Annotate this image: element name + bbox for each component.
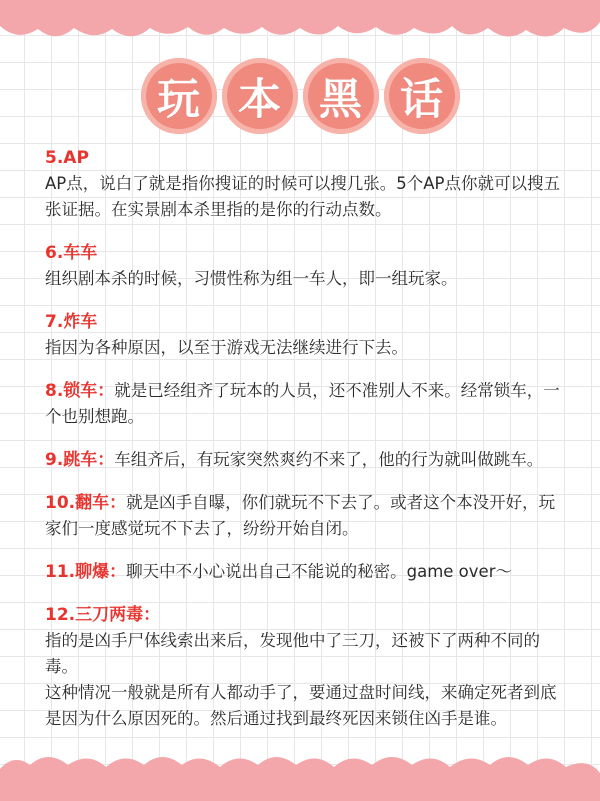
item-title: 8.锁车： [45,381,115,401]
item-body: 就是凶手自曝，你们就玩不下去了。或者这个本没开好，玩家们一度感觉玩不下去了，纷纷开始自闭。 [45,493,556,538]
item-title: 9.跳车： [45,450,115,470]
item-title: 10.翻车： [45,493,127,513]
item-body: 指的是凶手尸体线索出来后，发现他中了三刀，还被下了两种不同的毒。 [45,631,540,676]
list-item [45,490,560,542]
page-title [0,58,600,134]
list-item [45,240,560,292]
title-char: 话 [384,58,460,134]
bottom-scallop-border [0,749,600,801]
item-title: 6.车车 [45,243,98,263]
item-title: 5.AP [45,148,89,168]
slang-list [45,145,560,749]
item-body: 组织剧本杀的时候，习惯性称为组一车人，即一组玩家。 [45,269,458,288]
top-scallop-border [0,0,600,44]
list-item [45,378,560,430]
title-char: 本 [222,58,298,134]
item-title: 11.聊爆： [45,562,127,582]
item-title: 7.炸车 [45,312,98,332]
list-item [45,145,560,223]
item-body: 指因为各种原因，以至于游戏无法继续进行下去。 [45,338,408,357]
item-body: AP点，说白了就是指你搜证的时候可以搜几张。5个AP点你就可以搜五张证据。在实景剧本杀里指的是你的行动点数。 [45,174,560,219]
item-body: 聊天中不小心说出自己不能说的秘密。game over～ [126,562,512,581]
item-body-continued: 这种情况一般就是所有人都动手了，要通过盘时间线，来确定死者到底是因为什么原因死的。然后通过找到最终死因来锁住凶手是谁。 [45,683,557,728]
list-item [45,309,560,361]
list-item [45,602,560,732]
item-body: 车组齐后，有玩家突然爽约不来了，他的行为就叫做跳车。 [114,450,544,469]
item-body: 就是已经组齐了玩本的人员，还不准别人不来。经常锁车，一个也别想跑。 [45,381,560,426]
title-char: 玩 [141,58,217,134]
list-item [45,447,560,473]
title-char: 黑 [303,58,379,134]
item-title: 12.三刀两毒： [45,605,161,625]
list-item [45,559,560,585]
